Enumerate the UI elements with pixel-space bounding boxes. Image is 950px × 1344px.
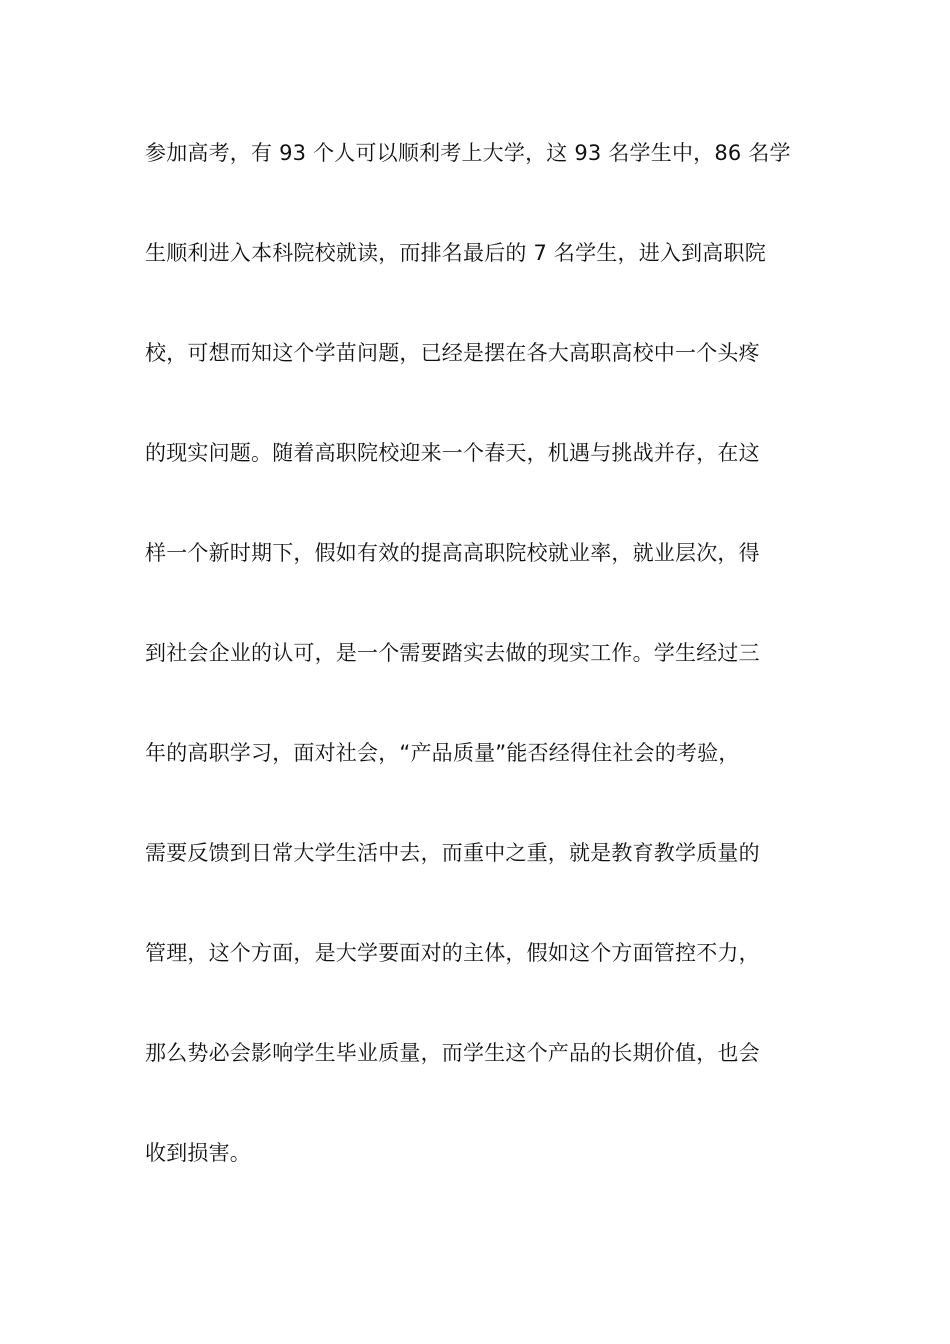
paragraph-line-5: 样一个新时期下，假如有效的提高高职院校就业率，就业层次，得	[145, 541, 760, 565]
paragraph-line-3: 校，可想而知这个学苗问题，已经是摆在各大高职高校中一个头疼	[145, 341, 760, 365]
paragraph-line-6: 到社会企业的认可，是一个需要踏实去做的现实工作。学生经过三	[145, 641, 760, 665]
body-paragraph	[145, 127, 815, 1227]
paragraph-line-9: 管理，这个方面，是大学要面对的主体，假如这个方面管控不力，	[145, 941, 760, 965]
paragraph-line-8: 需要反馈到日常大学生活中去，而重中之重，就是教育教学质量的	[145, 841, 760, 865]
paragraph-line-1: 参加高考，有 93 个人可以顺利考上大学，这 93 名学生中，86 名学	[145, 141, 791, 165]
paragraph-line-2: 生顺利进入本科院校就读，而排名最后的 7 名学生，进入到高职院	[145, 241, 766, 265]
paragraph-line-7: 年的高职学习，面对社会，“产品质量”能否经得住社会的考验，	[145, 741, 740, 765]
paragraph-line-11: 收到损害。	[145, 1141, 251, 1165]
paragraph-line-10: 那么势必会影响学生毕业质量，而学生这个产品的长期价值，也会	[145, 1041, 760, 1065]
paragraph-line-4: 的现实问题。随着高职院校迎来一个春天，机遇与挑战并存，在这	[145, 441, 760, 465]
